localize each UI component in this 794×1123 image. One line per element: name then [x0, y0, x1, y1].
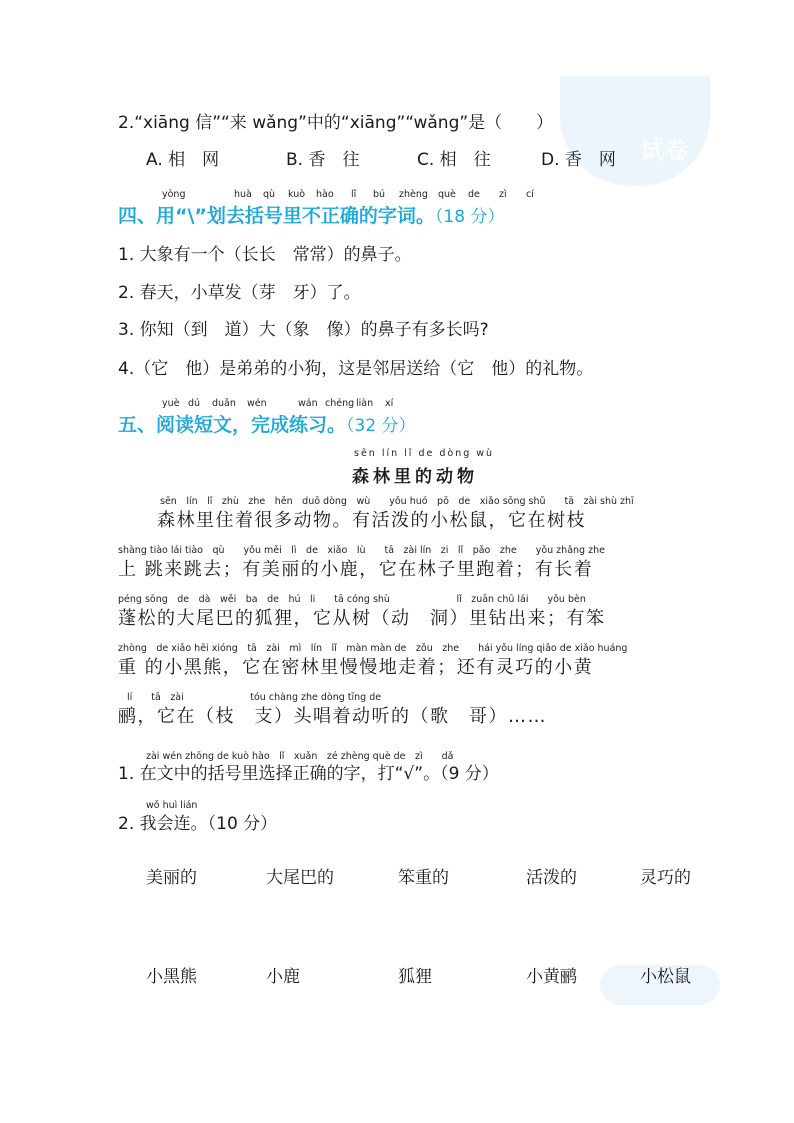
option-b: B. 香 往 — [286, 150, 360, 170]
section-4-item-2: 2. 春天，小草发（芽 牙）了。 — [118, 283, 361, 303]
pinyin: dú — [188, 398, 201, 409]
watermark-text: 试卷 — [640, 136, 688, 164]
match-bottom-word: 狐狸 — [398, 967, 432, 987]
match-top-word: 灵巧的 — [640, 868, 691, 888]
match-top-word: 大尾巴的 — [266, 868, 334, 888]
pinyin: chéng — [325, 398, 355, 409]
pinyin: duǎn — [212, 398, 236, 409]
pinyin: yòng — [162, 189, 186, 200]
passage-pinyin-2: shàng tiào lái tiào qù yǒu měi lì de xiǎo lù tā zài lín zi lǐ pǎo zhe yǒu zhǎng zhe — [118, 545, 605, 556]
pinyin: yuè — [162, 398, 180, 409]
question-2-stem: 2.“xiāng 信”“来 wǎng”中的“xiāng”“wǎng”是（ ） — [118, 113, 554, 133]
pinyin: zhèng — [399, 189, 428, 200]
section-5-score: （32 分） — [346, 416, 416, 436]
section-4-item-1: 1. 大象有一个（长长 常常）的鼻子。 — [118, 245, 412, 265]
passage-title-pinyin: sēn lín lǐ de dòng wù — [354, 448, 495, 459]
pinyin: wén — [247, 398, 267, 409]
passage-pinyin-3: péng sōng de dà wěi ba de hú li tā cóng shù lǐ zuān chū lái yǒu bèn — [118, 594, 586, 605]
pinyin: hào — [316, 189, 334, 200]
passage-pinyin-5: lí tā zài tóu chàng zhe dòng tīng de — [127, 692, 382, 703]
option-c: C. 相 往 — [417, 150, 491, 170]
passage-line-3: 蓬松的大尾巴的狐狸，它从树（动 洞）里钻出来；有笨 — [118, 608, 606, 629]
q2-pinyin: wǒ huì lián — [146, 800, 198, 811]
section-4-item-3: 3. 你知（到 道）大（象 像）的鼻子有多长吗? — [118, 320, 489, 340]
passage-title: 森林里的动物 — [352, 467, 478, 487]
match-top-word: 笨重的 — [398, 868, 449, 888]
section-4-item-4: 4.（它 他）是弟弟的小狗，这是邻居送给（它 他）的礼物。 — [118, 359, 594, 379]
passage-pinyin-4: zhòng de xiǎo hēi xióng tā zài mì lín lǐ màn màn de zǒu zhe hái yǒu líng qiǎo de xiǎo huáng — [118, 643, 628, 654]
pinyin: zì — [499, 189, 507, 200]
section-5-heading — [118, 410, 416, 437]
pinyin: liàn — [356, 398, 374, 409]
pinyin: wán — [298, 398, 318, 409]
passage-pinyin-1: sēn lín lǐ zhù zhe hěn duō dòng wù yǒu huó pō de xiǎo sōng shǔ tā zài shù zhī — [160, 496, 634, 507]
pinyin: bú — [373, 189, 386, 200]
pinyin: qù — [263, 189, 276, 200]
section-5-title: 五、阅读短文，完成练习。 — [118, 414, 347, 436]
option-d: D. 香 网 — [541, 150, 616, 170]
pinyin: de — [468, 189, 480, 200]
match-bottom-word: 小鹿 — [266, 967, 300, 987]
section-4-score: （18 分） — [434, 207, 505, 227]
pinyin: huà — [234, 189, 252, 200]
passage-line-1: 森林里住着很多动物。有活泼的小松鼠，它在树枝 — [118, 510, 586, 531]
passage-line-4: 重 的小黑熊，它在密林里慢慢地走着；还有灵巧的小黄 — [118, 657, 594, 678]
passage-line-5: 鹂，它在（枝 支）头唱着动听的（歌 哥）…… — [118, 706, 547, 727]
section-5-question-2: 2. 我会连。（10 分） — [118, 814, 278, 834]
pinyin: kuò — [288, 189, 306, 200]
match-top-word: 活泼的 — [526, 868, 577, 888]
match-top-word: 美丽的 — [146, 868, 197, 888]
pinyin: què — [438, 189, 456, 200]
match-bottom-word: 小黄鹂 — [526, 967, 577, 987]
section-4-title: 四、用“\”划去括号里不正确的字词。 — [118, 205, 435, 227]
option-a: A. 相 网 — [146, 150, 220, 170]
pinyin: cí — [526, 189, 534, 200]
pinyin: lǐ — [351, 189, 357, 200]
match-bottom-word: 小黑熊 — [146, 967, 197, 987]
match-bottom-word: 小松鼠 — [640, 967, 691, 987]
section-4-heading — [118, 201, 504, 228]
q1-pinyin: zài wén zhōng de kuò hào lǐ xuǎn zé zhèng què de zì dǎ — [146, 751, 454, 762]
pinyin: xí — [385, 398, 394, 409]
passage-line-2: 上 跳来跳去；有美丽的小鹿，它在林子里跑着；有长着 — [118, 559, 594, 580]
section-5-question-1: 1. 在文中的括号里选择正确的字，打“√”。（9 分） — [118, 764, 499, 784]
